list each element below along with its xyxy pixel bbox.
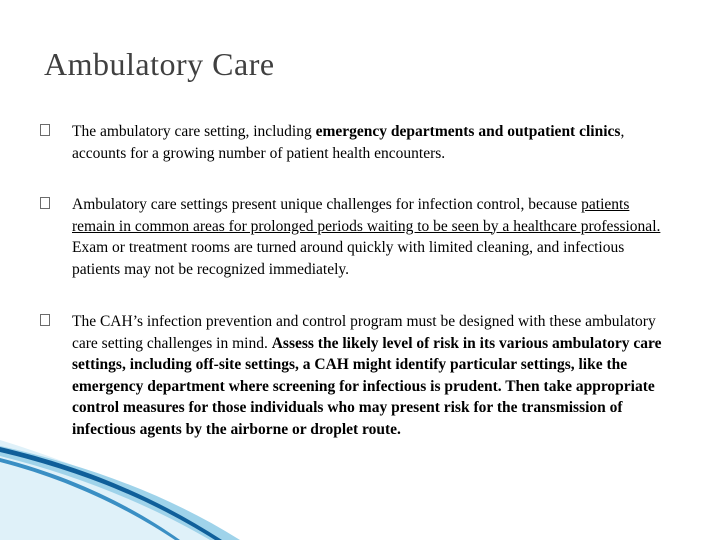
- bullet-2-text-b: Exam or treatment rooms are turned around quickly with limited cleaning, and infectious patients may not be recognized immediately.: [72, 239, 625, 278]
- bullet-item-3: [40, 311, 680, 440]
- bullet-1-text-bold: emergency departments and outpatient clinics: [315, 123, 621, 140]
- bullet-2-text-underline: patients remain in common areas for prolonged periods waiting to be seen by a healthcare professional.: [72, 196, 661, 235]
- square-bullet-icon: [40, 197, 50, 209]
- bullet-1-text-b: , accounts for a growing number of patient health encounters.: [72, 123, 625, 162]
- bullet-item-1: [40, 121, 680, 164]
- bullet-2-text-a: Ambulatory care settings present unique challenges for infection control, because: [72, 196, 582, 213]
- bullet-text-2: [72, 194, 672, 280]
- bullet-3-text-bold: Assess the likely level of risk in its various ambulatory care settings, including off-site settings, a CAH might identify particular settings, like the emergency department where screening for infectious is prudent. Then take appropriate control measures for those individuals who may present risk for the transmission of infectious agents by the airborne or droplet route.: [72, 334, 662, 438]
- slide-title: Ambulatory Care: [44, 46, 275, 82]
- bullet-3-text-a: The CAH’s infection prevention and control program must be designed with these ambulatory care setting challenges in mind.: [72, 313, 656, 352]
- bullet-text-3: [72, 311, 672, 440]
- bullet-item-2: [40, 194, 680, 280]
- bullet-text-1: [72, 121, 672, 164]
- square-bullet-icon: [40, 314, 50, 326]
- square-bullet-icon: [40, 124, 50, 136]
- bullet-1-text-a: The ambulatory care setting, including: [72, 123, 316, 140]
